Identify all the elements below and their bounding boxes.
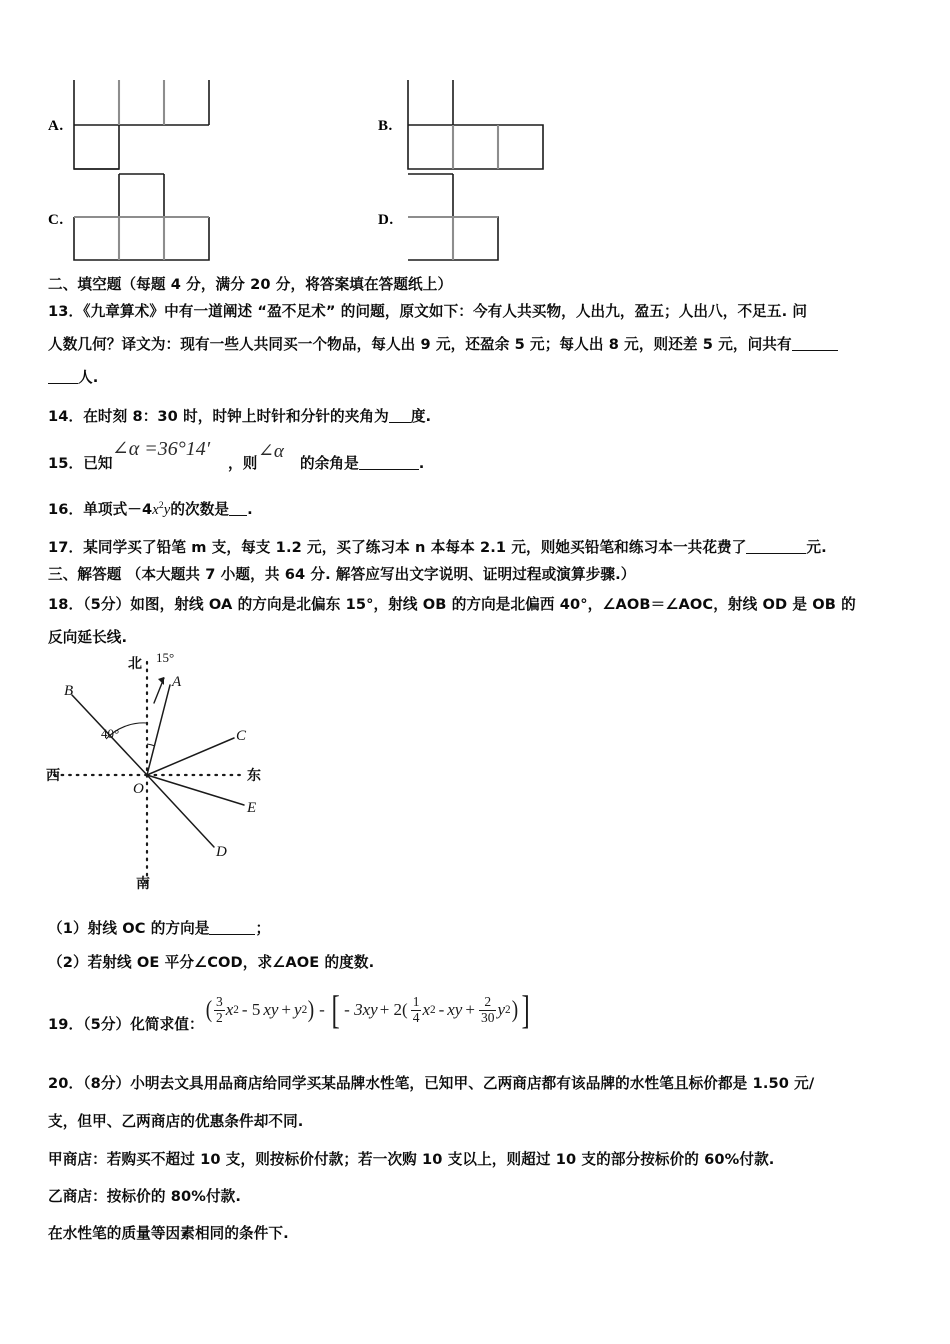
question-20-line-5: 在水性笔的质量等因素相同的条件下.: [48, 1225, 289, 1242]
question-20-line-3: 甲商店：若购买不超过 10 支，则按标价付款；若一次购 10 支以上，则超过 10 支的部分按标价的 60%付款.: [48, 1151, 775, 1168]
choice-label-b: B.: [378, 118, 393, 134]
formula-x-exponent: 2: [233, 1004, 239, 1017]
choice-label-a: A.: [48, 118, 64, 134]
question-18-sub-2: （2）若射线 OE 平分∠COD，求∠AOE 的度数.: [48, 954, 375, 971]
question-16-suffix: 的次数是: [170, 501, 230, 518]
choice-label-c: C.: [48, 212, 64, 228]
question-16-tail: .: [247, 501, 253, 518]
formula-minus-5: - 5: [241, 1000, 261, 1020]
figure-label-c: C: [236, 728, 247, 744]
question-13-line-2: [48, 333, 838, 354]
question-15-suffix-text: 的余角是: [300, 455, 359, 472]
question-13-line-1: 13．《九章算术》中有一道阐述 “盈不足术” 的问题，原文如下：今有人共买物，人出九，盈五；人出八，不足五. 问: [48, 303, 808, 320]
figure-label-d: D: [216, 844, 227, 860]
figure-label-b: B: [64, 683, 74, 699]
question-16-exponent: 2: [158, 500, 164, 512]
question-18-sub-1-suffix: ；: [255, 920, 271, 937]
question-16-variable-y: y: [163, 502, 171, 518]
formula-inner-close-paren: ): [511, 996, 518, 1023]
formula-close-paren: ): [307, 996, 315, 1023]
formula-xy-term: xy: [263, 1000, 279, 1020]
question-16: [48, 498, 253, 519]
question-18-line-2: 反向延长线.: [48, 629, 128, 646]
question-18-sub-1-text: （1）射线 OC 的方向是: [48, 920, 210, 937]
formula-y-term: y: [294, 1000, 302, 1020]
choice-option-d[interactable]: [378, 170, 808, 262]
question-14: [48, 405, 431, 426]
fraction-denominator: 4: [412, 1009, 420, 1025]
choice-option-b[interactable]: [378, 78, 808, 170]
formula-inner-y: y: [497, 1000, 505, 1020]
question-16-blank[interactable]: [229, 515, 247, 516]
question-13-line-3: [48, 366, 98, 387]
formula-inner-x: x: [422, 1000, 430, 1020]
question-16-prefix: 16．单项式－4: [48, 501, 153, 518]
fraction-numerator: 1: [412, 994, 420, 1010]
question-18-sub-1: [48, 917, 270, 938]
choice-options-group: [48, 78, 908, 263]
formula-bracket-open: [: [331, 987, 340, 1032]
formula-plus-1: +: [281, 1000, 292, 1020]
net-shape-a: [72, 78, 212, 170]
figure-label-e: E: [247, 800, 257, 816]
section-3-heading: 三、解答题 （本大题共 7 小题，共 64 分. 解答应写出文字说明、证明过程或演算步骤.）: [48, 566, 636, 583]
question-15-suffix: [300, 452, 424, 473]
ray-oc: [147, 738, 234, 775]
question-20-line-2: 支，但甲、乙两商店的优惠条件却不同.: [48, 1113, 304, 1130]
question-19-formula: [205, 987, 532, 1032]
formula-plus-2-open: + 2(: [379, 1000, 408, 1020]
fraction-denominator: 2: [216, 1009, 223, 1025]
formula-x-term: x: [225, 1000, 234, 1020]
question-13-blank-2[interactable]: [48, 383, 78, 384]
figure-label-north: 北: [128, 656, 142, 672]
question-18-line-1: 18．（5分）如图，射线 OA 的方向是北偏东 15°，射线 OB 的方向是北偏西 40°，∠AOB＝∠AOC，射线 OD 是 OB 的: [48, 596, 856, 613]
formula-fraction-1-4: [411, 995, 422, 1025]
question-15-tail: .: [418, 455, 425, 472]
compass-diagram-svg: [44, 648, 334, 906]
fraction-numerator: 3: [216, 994, 223, 1010]
question-17-text: 17．某同学买了铅笔 m 支，每支 1.2 元，买了练习本 n 本每本 2.1 元，则她买铅笔和练习本一共花费了: [48, 539, 747, 556]
net-shape-d: [406, 170, 546, 262]
choice-label-d: D.: [378, 212, 394, 228]
question-13-blank-1[interactable]: [792, 350, 838, 351]
formula-fraction-3-2: [214, 995, 225, 1025]
question-15-formula: ∠α =36°14′: [112, 438, 211, 460]
formula-outer-minus: -: [319, 1000, 325, 1020]
question-14-suffix: 度.: [410, 408, 432, 425]
question-17-suffix: 元.: [806, 539, 827, 556]
net-shape-c: [72, 170, 212, 262]
formula-inner-minus: -: [438, 1000, 445, 1020]
north-arrow-icon: [154, 677, 164, 703]
question-17-blank[interactable]: [746, 553, 806, 554]
question-14-text: 14．在时刻 8：30 时，时钟上时针和分针的夹角为: [48, 408, 389, 425]
formula-inner-x-exponent: 2: [429, 1004, 436, 1017]
formula-open-paren: (: [205, 996, 213, 1023]
formula-inner-xy: xy: [447, 1000, 463, 1020]
question-15-mid: ，则: [228, 455, 258, 472]
question-13-line-3-text: 人.: [78, 369, 99, 386]
question-19-label: 19．（5分）化简求值：: [48, 1016, 204, 1033]
figure-label-west: 西: [46, 768, 60, 784]
question-18-sub-1-blank[interactable]: [209, 934, 255, 935]
figure-label-angle-40: 40°: [101, 726, 120, 741]
question-17: [48, 536, 827, 557]
question-15-alpha: ∠α: [258, 441, 284, 462]
figure-label-south: 南: [136, 876, 150, 892]
figure-label-angle-15: 15°: [156, 650, 175, 665]
question-16-variable-x: x: [152, 502, 159, 518]
net-shape-b: [406, 78, 546, 170]
figure-label-origin: O: [133, 781, 144, 797]
compass-ray-diagram: [44, 648, 334, 906]
angle-arc-15: [147, 744, 155, 746]
question-20-line-4: 乙商店：按标价的 80%付款.: [48, 1188, 241, 1205]
formula-y-exponent: 2: [301, 1004, 308, 1017]
formula-inner-y-exponent: 2: [505, 1004, 511, 1017]
formula-fraction-2-30: [479, 995, 497, 1025]
section-2-heading: 二、填空题（每题 4 分，满分 20 分，将答案填在答题纸上）: [48, 276, 453, 293]
ray-oa: [147, 685, 170, 775]
question-20-line-1: 20．（8分）小明去文具用品商店给同学买某品牌水性笔，已知甲、乙两商店都有该品牌的水性笔且标价都是 1.50 元/: [48, 1075, 815, 1092]
figure-label-east: 东: [247, 768, 261, 784]
question-14-blank[interactable]: [389, 422, 411, 423]
question-15-blank[interactable]: [359, 469, 419, 470]
question-13-line-2-text: 人数几何？译文为：现有一些人共同买一个物品，每人出 9 元，还盈余 5 元；每人出 8 元，则还差 5 元，问共有: [48, 336, 792, 353]
formula-bracket-close: ]: [521, 987, 530, 1032]
formula-inner-plus: +: [465, 1000, 475, 1020]
question-15-prefix: 15．已知: [48, 455, 113, 472]
fraction-numerator: 2: [484, 994, 492, 1010]
formula-neg-3xy: - 3xy: [344, 1000, 378, 1020]
figure-label-a: A: [172, 674, 182, 690]
fraction-denominator: 30: [480, 1009, 495, 1025]
